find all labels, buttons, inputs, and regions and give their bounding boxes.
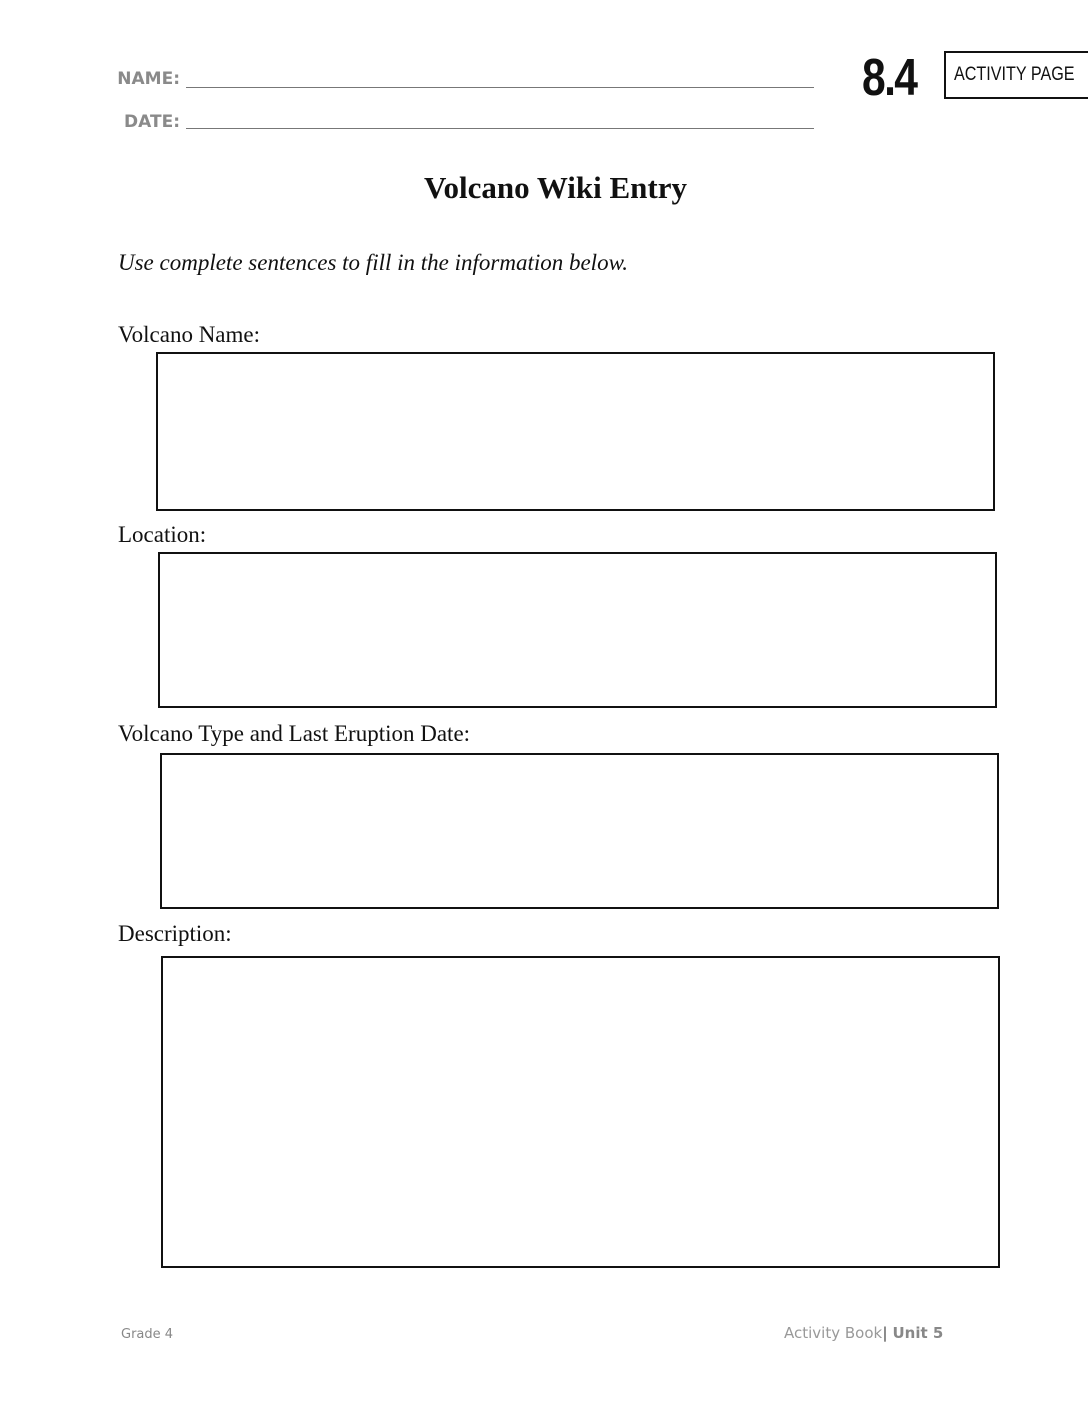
volcano-name-label: Volcano Name:: [118, 322, 261, 347]
footer-book-unit: [784, 1324, 943, 1342]
description-box[interactable]: [161, 956, 1000, 1268]
volcano-name-box[interactable]: [156, 352, 995, 511]
instructions: Use complete sentences to fill in the information below.: [118, 250, 628, 275]
date-label: DATE:: [124, 112, 180, 132]
activity-number: 8.4: [862, 49, 917, 107]
footer-grade: Grade 4: [121, 1327, 174, 1342]
location-label: Location:: [118, 522, 207, 547]
footer-unit: Unit 5: [892, 1324, 944, 1342]
footer-separator: |: [882, 1324, 888, 1342]
footer-book: Activity Book: [784, 1324, 883, 1342]
activity-page-label: ACTIVITY PAGE: [954, 64, 1075, 85]
location-box[interactable]: [158, 552, 997, 708]
name-label: NAME:: [117, 69, 180, 89]
type-eruption-label: Volcano Type and Last Eruption Date:: [118, 721, 471, 746]
date-line[interactable]: [186, 128, 814, 129]
type-eruption-box[interactable]: [160, 753, 999, 909]
name-line[interactable]: [186, 87, 814, 88]
description-label: Description:: [118, 921, 232, 946]
page-title: Volcano Wiki Entry: [423, 170, 687, 205]
